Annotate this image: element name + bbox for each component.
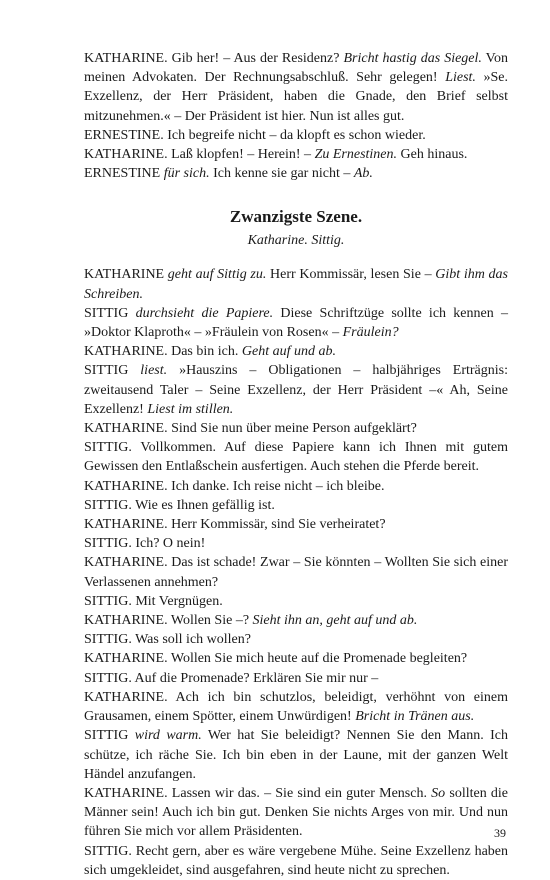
dialogue-text: KATHARINE bbox=[84, 267, 168, 283]
dialogue-text: KATHARINE. Lassen wir das. – Sie sind ein guter Mensch. bbox=[84, 785, 432, 801]
stage-direction: Sieht ihn an, geht auf und ab. bbox=[252, 613, 418, 629]
dialogue-paragraph bbox=[84, 611, 508, 630]
dialogue-paragraph bbox=[84, 49, 508, 126]
dialogue-text: KATHARINE. Wollen Sie mich heute auf die Promenade begleiten? bbox=[84, 651, 468, 667]
dialogue-text: SITTIG. Wie es Ihnen gefällig ist. bbox=[84, 497, 275, 513]
dialogue-text: SITTIG bbox=[84, 363, 141, 379]
stage-direction: Liest. bbox=[445, 70, 476, 86]
stage-direction: Fräulein? bbox=[342, 325, 399, 341]
dialogue-paragraph bbox=[84, 265, 508, 303]
text-block-top bbox=[84, 49, 508, 183]
dialogue-text: Wer hat Sie beleidigt? Nennen Sie den Mann. Ich schütze, ich räche Sie. Ich bin eben in der Laune, mit der ganzen Welt Händel anzufangen. bbox=[84, 728, 509, 782]
dialogue-paragraph bbox=[84, 630, 508, 649]
dialogue-text: KATHARINE. Laß klopfen! – Herein! – bbox=[84, 147, 315, 163]
dialogue-paragraph bbox=[84, 145, 508, 164]
dialogue-paragraph bbox=[84, 688, 508, 726]
dialogue-paragraph bbox=[84, 669, 508, 688]
dialogue-text: KATHARINE. Ach ich bin schutzlos, beleidigt, verhöhnt von einem Grausamen, einem Spötter, einem Unwürdigen! bbox=[84, 689, 508, 725]
stage-direction: geht auf Sittig zu. bbox=[167, 267, 267, 283]
scene-title: Zwanzigste Szene. bbox=[229, 207, 363, 227]
dialogue-text: KATHARINE. Sind Sie nun über meine Person aufgeklärt? bbox=[84, 421, 417, 437]
stage-direction: Geht auf und ab. bbox=[241, 344, 336, 360]
stage-direction: für sich. bbox=[163, 166, 210, 182]
dialogue-paragraph bbox=[84, 361, 508, 419]
dialogue-text: ERNESTINE bbox=[84, 166, 164, 182]
stage-direction: So bbox=[431, 785, 446, 801]
dialogue-paragraph bbox=[84, 534, 508, 553]
dialogue-text: SITTIG. Ich? O nein! bbox=[84, 536, 206, 552]
stage-direction: durchsieht die Papiere. bbox=[135, 305, 274, 321]
stage-direction: liest. bbox=[140, 363, 168, 379]
dialogue-paragraph bbox=[84, 438, 508, 476]
dialogue-text: KATHARINE. Das bin ich. bbox=[84, 344, 242, 360]
text-block-main bbox=[84, 265, 508, 880]
dialogue-text: SITTIG. Mit Vergnügen. bbox=[84, 593, 223, 609]
dialogue-paragraph bbox=[84, 784, 508, 842]
dialogue-text: KATHARINE. Ich danke. Ich reise nicht – ich bleibe. bbox=[84, 478, 385, 494]
dialogue-text: SITTIG bbox=[84, 728, 135, 744]
dialogue-paragraph bbox=[84, 164, 508, 183]
dialogue-text: SITTIG. Vollkommen. Auf diese Papiere kann ich Ihnen mit gutem Gewissen den Entlaßschein ausfertigen. Auch stehen die Pferde bereit. bbox=[84, 440, 508, 475]
dialogue-text: KATHARINE. Herr Kommissär, sind Sie verheiratet? bbox=[84, 517, 386, 533]
dialogue-paragraph bbox=[84, 553, 508, 591]
stage-direction: Liest im stillen. bbox=[147, 401, 234, 417]
dialogue-text: Von meinen Advokaten. Der Rechnungsabschluß. Sehr gelegen! bbox=[84, 51, 508, 86]
dialogue-text: »Hauszins – Obligationen – halbjähriges Erträgnis: zweitausend Taler – Seine Exzellenz, der Herr Präsident –« Ah, Seine Exzellenz! bbox=[84, 363, 508, 417]
dialogue-text: Diese Schriftzüge sollte ich kennen – »Doktor Klaproth« – »Fräulein von Rosen« – bbox=[84, 305, 508, 341]
dialogue-text: Geh hinaus. bbox=[397, 147, 468, 163]
dialogue-paragraph bbox=[84, 304, 508, 342]
stage-direction: Zu Ernestinen. bbox=[314, 147, 398, 163]
dialogue-paragraph bbox=[84, 649, 508, 668]
dialogue-text: »Se. Exzellenz, der Herr Präsident, haben die Gnade, den Brief selbst mitzunehmen.« – Der Präsident ist hier. Nun ist alles gut. bbox=[84, 70, 509, 124]
dialogue-paragraph bbox=[84, 592, 508, 611]
dialogue-paragraph bbox=[84, 842, 508, 880]
dialogue-text: Herr Kommissär, lesen Sie – bbox=[266, 267, 436, 283]
page-number: 39 bbox=[494, 826, 506, 840]
dialogue-paragraph bbox=[84, 515, 508, 534]
page-body bbox=[84, 49, 508, 880]
dialogue-text: ERNESTINE. Ich begreife nicht – da klopft es schon wieder. bbox=[84, 127, 426, 143]
stage-direction: wird warm. bbox=[134, 728, 202, 744]
dialogue-text: SITTIG. Auf die Promenade? Erklären Sie mir nur – bbox=[84, 670, 379, 686]
dialogue-text: sollten die Männer sein! Auch ich bin gut. Denken Sie nichts Arges von mir. Und nun führen Sie mich vor allem Präsidenten. bbox=[84, 785, 508, 840]
dialogue-paragraph bbox=[84, 477, 508, 496]
dialogue-text: KATHARINE. Wollen Sie –? bbox=[84, 613, 253, 629]
dialogue-paragraph bbox=[84, 126, 508, 145]
dialogue-text: SITTIG bbox=[84, 305, 136, 321]
dialogue-text: SITTIG. Recht gern, aber es wäre vergebene Mühe. Seine Exzellenz haben sich umgekleidet, sind ausgefahren, sind heute nicht zu sprechen. bbox=[84, 843, 508, 878]
dialogue-paragraph bbox=[84, 419, 508, 438]
stage-direction: Gibt ihm das Schreiben. bbox=[84, 267, 508, 302]
stage-direction: Bricht in Tränen aus. bbox=[355, 709, 475, 725]
dialogue-paragraph bbox=[84, 496, 508, 515]
dialogue-text: KATHARINE. Gib her! – Aus der Residenz? bbox=[84, 51, 344, 66]
stage-direction: Ab. bbox=[353, 166, 373, 182]
dialogue-text: SITTIG. Was soll ich wollen? bbox=[84, 632, 251, 648]
dialogue-paragraph bbox=[84, 726, 508, 784]
stage-direction: Bricht hastig das Siegel. bbox=[343, 51, 482, 66]
dialogue-text: Ich kenne sie gar nicht – bbox=[209, 166, 354, 182]
scene-cast: Katharine. Sittig. bbox=[247, 233, 345, 249]
dialogue-paragraph bbox=[84, 342, 508, 361]
dialogue-text: KATHARINE. Das ist schade! Zwar – Sie könnten – Wollten Sie sich einer Verlassenen annehmen? bbox=[84, 555, 508, 590]
